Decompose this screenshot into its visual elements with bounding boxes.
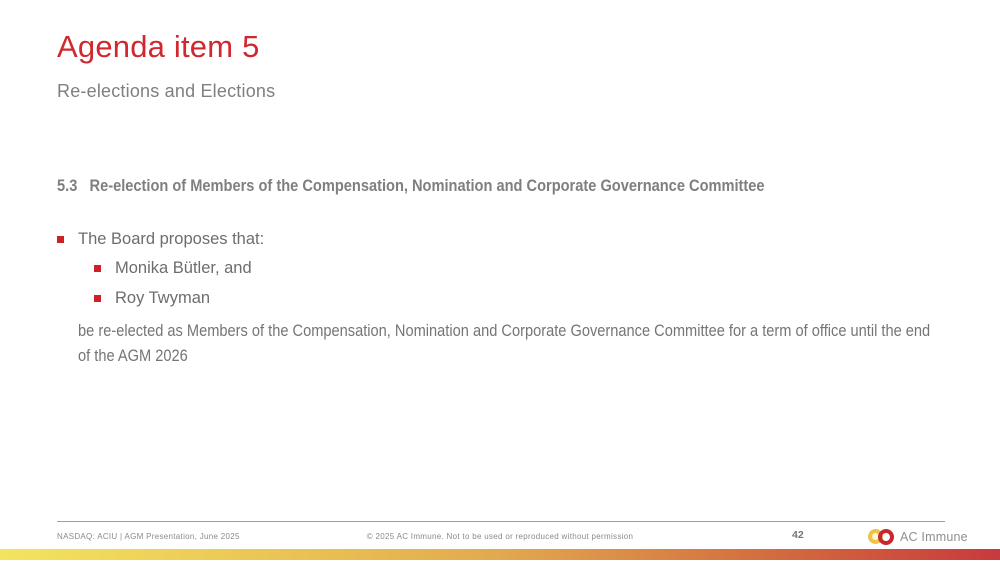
section-heading: 5.3 Re-election of Members of the Compensation, Nomination and Corporate Governance Committee [57,176,765,195]
bullet-text: Roy Twyman [115,289,211,307]
logo-text: AC Immune [900,530,968,544]
bullet-text: Monika Bütler, and [115,259,252,277]
footer-copyright-text: © 2025 AC Immune. Not to be used or reproduced without permission [366,532,634,541]
slide-title: Agenda item 5 [57,29,260,64]
square-bullet-icon [94,265,101,272]
ac-immune-rings-icon [868,528,908,546]
ac-immune-logo [868,528,968,546]
logo-red-ring-icon [878,529,894,545]
slide-subtitle: Re-elections and Elections [57,81,276,101]
bullet-item-monika-butler [94,259,252,278]
footer-ticker-text: NASDAQ: ACIU | AGM Presentation, June 2025 [57,532,240,541]
square-bullet-icon [94,295,101,302]
page-number: 42 [792,529,804,541]
square-bullet-icon [57,236,64,243]
footer-divider [57,521,945,522]
body-paragraph: be re-elected as Members of the Compensation, Nomination and Corporate Governance Committee for a term of office until the end of the AGM 2026 [78,321,931,365]
bottom-gradient-bar [0,549,1000,560]
bullet-item-board-proposes [57,230,264,249]
bullet-item-roy-twyman [94,289,210,308]
bullet-text: The Board proposes that: [78,230,265,248]
